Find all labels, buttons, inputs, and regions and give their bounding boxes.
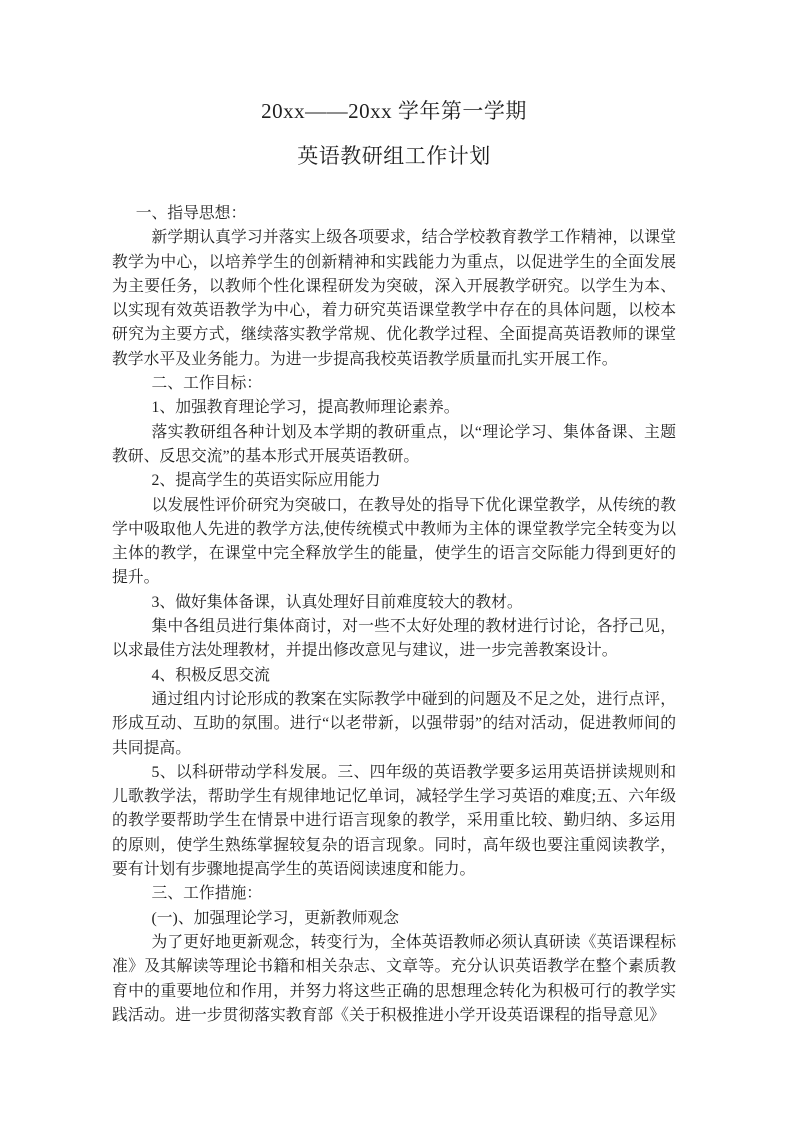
subsection-heading-goal-2: 2、提高学生的英语实际应用能力	[151, 472, 381, 490]
subsection-heading-measure-1: (一)、加强理论学习，更新教师观念	[151, 909, 399, 927]
paragraph-guiding-ideology-body: 新学期认真学习并落实上级各项要求，结合学校教育教学工作精神，以课堂教学为中心，以培养学生的创新精神和实践能力为重点，以促进学生的全面发展为主要任务，以教师个性化课程研发为突破，深入开展教学研究。以学生为本、以实现有效英语教学为中心，着力研究英语课堂教学中存在的具体问题，以校本研究为主要方式，继续落实教学常规、优化教学过程、全面提高英语教师的课堂教学水平及业务能力。为进一步提高我校英语教学质量而扎实开展工作。	[112, 229, 676, 368]
paragraph-goal-2-body: 以发展性评价研究为突破口，在教导处的指导下优化课堂教学，从传统的教学中吸取他人先进的教学方法,使传统模式中教师为主体的课堂教学完全转变为以主体的教学，在课堂中完全释放学生的能量，使学生的语言交际能力得到更好的提升。	[112, 496, 676, 587]
section-heading-work-measures: 三、工作措施：	[151, 885, 263, 903]
document-title-line1: 20xx——20xx 学年第一学期	[261, 99, 527, 123]
paragraph-measure-1-body: 为了更好地更新观念，转变行为，全体英语教师必须认真研读《英语课程标准》及其解读等理论书籍和相关杂志、文章等。充分认识英语教学在整个素质教育中的重要地位和作用，并努力将这些正确的思想理念转化为积极可行的教学实践活动。进一步贯彻落实教育部《关于积极推进小学开设英语课程的指导意见》	[112, 933, 676, 1024]
subsection-heading-goal-4: 4、积极反思交流	[151, 666, 270, 684]
subsection-heading-goal-1: 1、加强教育理论学习，提高教师理论素养。	[151, 399, 460, 417]
document-title-line2: 英语教研组工作计划	[297, 144, 491, 168]
subsection-heading-goal-3: 3、做好集体备课，认真处理好目前难度较大的教材。	[151, 593, 523, 611]
document-body	[112, 202, 676, 1028]
paragraph-goal-3-body: 集中各组员进行集体商讨，对一些不太好处理的教材进行讨论，各抒己见，以求最佳方法处理教材，并提出修改意见与建议，进一步完善教案设计。	[112, 618, 676, 660]
paragraph-goal-5-body: 5、以科研带动学科发展。三、四年级的英语教学要多运用英语拼读规则和儿歌教学法，帮助学生有规律地记忆单词，减轻学生学习英语的难度;五、六年级的教学要帮助学生在情景中进行语言现象的教学，采用重比较、勤归纳、多运用的原则，使学生熟练掌握较复杂的语言现象。同时，高年级也要注重阅读教学，要有计划有步骤地提高学生的英语阅读速度和能力。	[112, 763, 676, 879]
section-heading-guiding-ideology: 一、指导思想：	[135, 205, 247, 222]
paragraph-goal-1-body: 落实教研组各种计划及本学期的教研重点，以“理论学习、集体备课、主题教研、反思交流”的基本形式开展英语教研。	[112, 423, 676, 465]
section-heading-work-goals: 二、工作目标：	[151, 375, 263, 393]
paragraph-goal-4-body: 通过组内讨论形成的教案在实际教学中碰到的问题及不足之处，进行点评，形成互动、互助的氛围。进行“以老带新，以强带弱”的结对活动，促进教师间的共同提高。	[112, 690, 676, 757]
